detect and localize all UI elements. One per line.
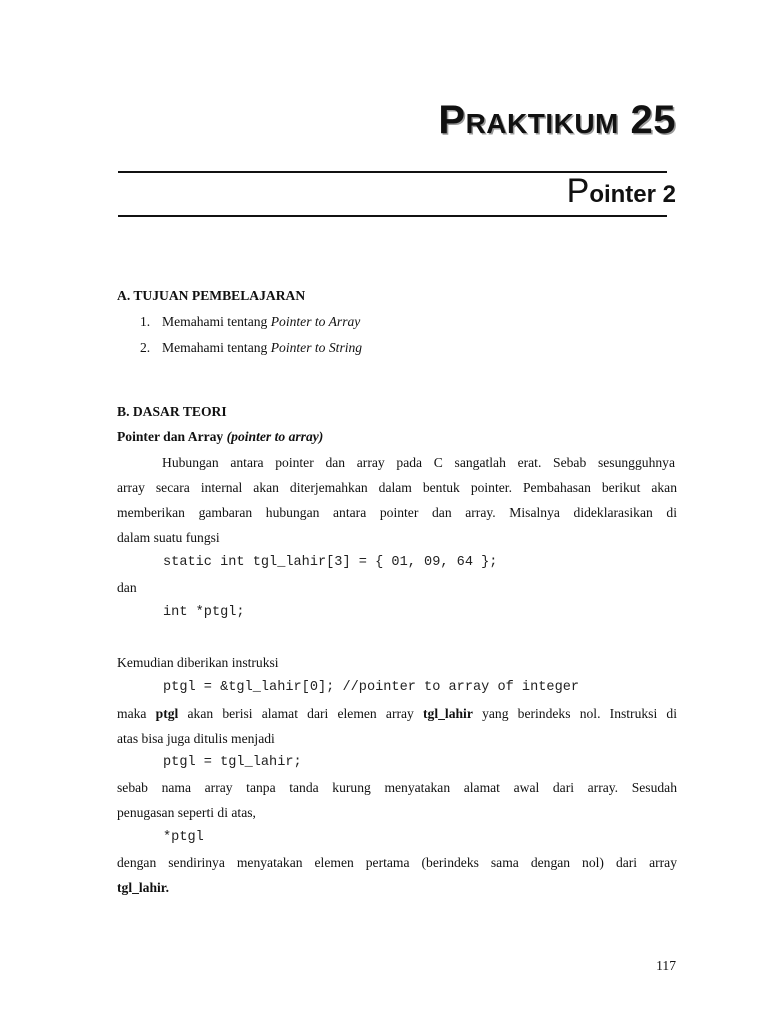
inline-code-bold: tgl_lahir. (117, 880, 169, 895)
paragraph-line: sebab nama array tanpa tanda kurung menyatakan alamat awal dari array. Sesudah (117, 780, 677, 795)
subsection-title-italic: (pointer to array) (226, 429, 324, 444)
paragraph-line: maka ptgl akan berisi alamat dari elemen array tgl_lahir yang berindeks nol. Instruksi di (117, 706, 678, 721)
code-assignment: ptgl = &tgl_lahir[0]; //pointer to array of integer (163, 680, 580, 695)
objective-text: Memahami tentang (162, 340, 271, 355)
paragraph-line: Kemudian diberikan instruksi (117, 655, 279, 670)
subsection-heading (117, 429, 323, 445)
section-b-heading: B. DASAR TEORI (117, 404, 227, 419)
objective-item (140, 314, 360, 330)
objective-emphasis: Pointer to String (270, 340, 363, 355)
paragraph-line: penugasan seperti di atas, (117, 805, 256, 820)
code-declaration-array: static int tgl_lahir[3] = { 01, 09, 64 }; (163, 555, 498, 570)
paragraph-line: dengan sendirinya menyatakan elemen pertama (berindeks sama dengan nol) dari array (117, 855, 677, 870)
objective-emphasis: Pointer to Array (270, 314, 361, 329)
paragraph-line: array secara internal akan diterjemahkan dalam bentuk pointer. Pembahasan berikut akan (117, 480, 677, 495)
subtitle-rest: ointer 2 (589, 181, 676, 208)
code-assignment-short: ptgl = tgl_lahir; (163, 755, 302, 770)
title-rule-bottom (118, 215, 667, 217)
page-number: 117 (656, 958, 676, 973)
chapter-title: Praktikum 25 (438, 98, 676, 142)
connector-text: dan (117, 580, 137, 595)
inline-code-bold: tgl_lahir (423, 706, 473, 721)
paragraph-line: memberikan gambaran hubungan antara pointer dan array. Misalnya dideklarasikan di (117, 505, 677, 520)
code-declaration-pointer: int *ptgl; (163, 605, 245, 620)
paragraph-line: atas bisa juga ditulis menjadi (117, 731, 275, 746)
objective-number: 1. (140, 314, 151, 329)
code-dereference: *ptgl (163, 830, 204, 845)
objective-item (140, 340, 362, 356)
paragraph-line: Hubungan antara pointer dan array pada C sangatlah erat. Sebab sesungguhnya (162, 455, 675, 470)
objective-text: Memahami tentang (162, 314, 271, 329)
inline-code-bold: ptgl (155, 706, 179, 721)
subsection-title: Pointer dan Array (117, 429, 227, 444)
paragraph-line: dalam suatu fungsi (117, 530, 220, 545)
objective-number: 2. (140, 340, 151, 355)
subtitle-initial: P (566, 172, 590, 210)
chapter-subtitle (567, 172, 676, 211)
section-a-heading: A. TUJUAN PEMBELAJARAN (117, 288, 306, 303)
